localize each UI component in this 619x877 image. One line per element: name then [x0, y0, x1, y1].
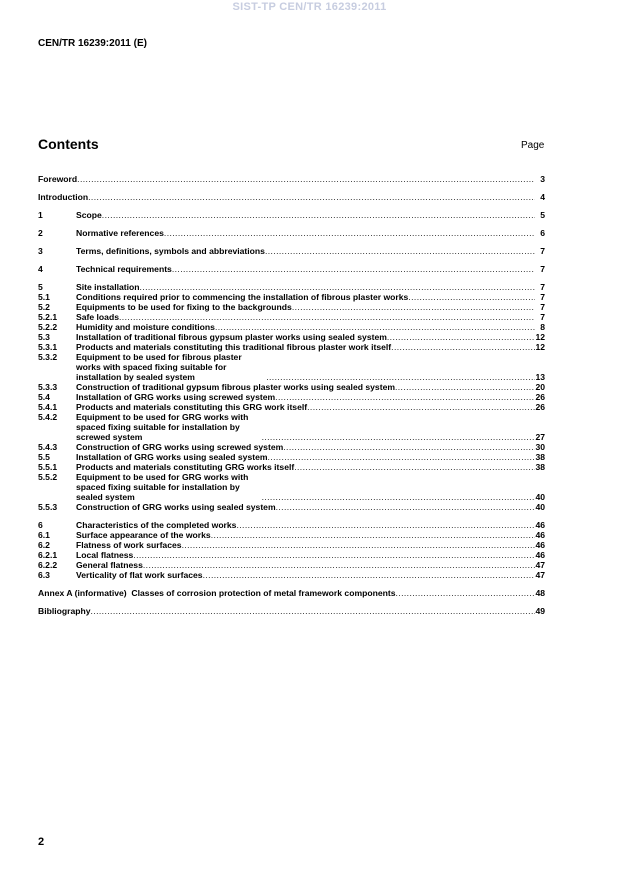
- toc-entry-number: 5.2: [38, 302, 50, 312]
- toc-entry[interactable]: [38, 312, 545, 322]
- toc-entry[interactable]: [38, 332, 545, 342]
- toc-entry[interactable]: [38, 606, 545, 616]
- toc-entry-title: Products and materials constituting this traditional fibrous plaster work itself: [76, 342, 392, 352]
- toc-entry-title: Verticality of flat work surfaces: [76, 570, 203, 580]
- toc-entry[interactable]: [38, 550, 545, 560]
- toc-entry-number: 6.3: [38, 570, 50, 580]
- toc-entry[interactable]: [38, 472, 545, 502]
- toc-entry[interactable]: [38, 570, 545, 580]
- toc-entry-page: 46: [535, 540, 545, 550]
- toc-entry-page: 5: [540, 210, 545, 220]
- toc-entry-number: 6: [38, 520, 43, 530]
- toc-entry-page: 38: [535, 462, 545, 472]
- toc-entry-number: 5.1: [38, 292, 50, 302]
- toc-entry[interactable]: [38, 392, 545, 402]
- toc-entry-number: 5.2.2: [38, 322, 58, 332]
- toc-entry-number: 6.2.2: [38, 560, 58, 570]
- toc-entry-page: 7: [540, 264, 545, 274]
- toc-entry[interactable]: [38, 302, 545, 312]
- toc-entry-title: General flatness: [76, 560, 143, 570]
- toc-entry-title: Scope: [76, 210, 102, 220]
- toc-entry-number: 5.4.1: [38, 402, 58, 412]
- toc-entry-page: 12: [535, 332, 545, 342]
- toc-entry-title: Introduction: [38, 192, 89, 202]
- toc-entry-number: 2: [38, 228, 43, 238]
- toc-entry-number: 5.2.1: [38, 312, 58, 322]
- toc-entry[interactable]: [38, 540, 545, 550]
- toc-entry-number: 5: [38, 282, 43, 292]
- toc-entry-number: 4: [38, 264, 43, 274]
- toc-entry-title: Annex A (informative) Classes of corrosion protection of metal framework components: [38, 588, 396, 598]
- toc-entry-number: 5.5.1: [38, 462, 58, 472]
- contents-heading: Contents: [38, 136, 99, 152]
- document-id: CEN/TR 16239:2011 (E): [38, 38, 147, 49]
- toc-entry[interactable]: [38, 228, 545, 238]
- toc-entry[interactable]: [38, 402, 545, 412]
- toc-entry[interactable]: [38, 442, 545, 452]
- toc-entry-number: 5.4.3: [38, 442, 58, 452]
- toc-entry-number: 6.2: [38, 540, 50, 550]
- page-column-label: Page: [521, 140, 545, 151]
- toc-entry-page: 40: [535, 502, 545, 512]
- toc-entry-title: Foreword: [38, 174, 78, 184]
- toc-entry-number: 5.5.3: [38, 502, 58, 512]
- toc-entry-number: 6.2.1: [38, 550, 58, 560]
- toc-entry[interactable]: [38, 192, 545, 202]
- toc-entry-title: Normative references: [76, 228, 164, 238]
- toc-entry-number: 5.5: [38, 452, 50, 462]
- toc-entry[interactable]: [38, 292, 545, 302]
- toc-entry-page: 26: [535, 392, 545, 402]
- toc-entry-title: Products and materials constituting this GRG work itself: [76, 402, 308, 412]
- toc-entry-page: 7: [540, 282, 545, 292]
- toc-entry-page: 47: [535, 570, 545, 580]
- toc-entry[interactable]: [38, 174, 545, 184]
- toc-entry-page: 7: [540, 246, 545, 256]
- toc-entry-page: 13: [535, 372, 545, 382]
- toc-entry-number: 5.3: [38, 332, 50, 342]
- toc-entry-page: 7: [540, 312, 545, 322]
- toc-entry-title: Construction of GRG works using screwed system: [76, 442, 284, 452]
- toc-entry-title: Characteristics of the completed works: [76, 520, 237, 530]
- toc-entry[interactable]: [38, 452, 545, 462]
- toc-entry-title: Construction of traditional gypsum fibrous plaster works using sealed system: [76, 382, 395, 392]
- toc-entry[interactable]: [38, 264, 545, 274]
- toc-entry[interactable]: [38, 560, 545, 570]
- toc-entry[interactable]: [38, 382, 545, 392]
- toc-entry-page: 12: [535, 342, 545, 352]
- watermark: SIST-TP CEN/TR 16239:2011: [232, 1, 387, 13]
- toc-entry[interactable]: [38, 530, 545, 540]
- toc-entry-page: 8: [540, 322, 545, 332]
- toc-entry-number: 6.1: [38, 530, 50, 540]
- toc-entry-number: 3: [38, 246, 43, 256]
- toc-entry-title: Terms, definitions, symbols and abbreviations: [76, 246, 265, 256]
- toc-entry[interactable]: [38, 520, 545, 530]
- toc-entry-number: 5.4: [38, 392, 50, 402]
- toc-entry-title: Bibliography: [38, 606, 91, 616]
- toc-entry-page: 40: [535, 492, 545, 502]
- table-of-contents: [38, 174, 545, 616]
- toc-entry-page: 7: [540, 302, 545, 312]
- toc-entry-title: Equipments to be used for fixing to the backgrounds: [76, 302, 292, 312]
- toc-entry-number: 5.5.2: [38, 472, 58, 482]
- toc-entry-page: 38: [535, 452, 545, 462]
- toc-entry-page: 20: [535, 382, 545, 392]
- toc-entry-page: 46: [535, 520, 545, 530]
- toc-entry-title: Installation of GRG works using sealed system: [76, 452, 268, 462]
- toc-entry-page: 26: [535, 402, 545, 412]
- toc-entry-title: Humidity and moisture conditions: [76, 322, 215, 332]
- toc-entry-title: Flatness of work surfaces: [76, 540, 182, 550]
- toc-entry-title: Local flatness: [76, 550, 134, 560]
- toc-entry-title: Surface appearance of the works: [76, 530, 211, 540]
- toc-entry-page: 46: [535, 550, 545, 560]
- toc-entry-title: Construction of GRG works using sealed system: [76, 502, 276, 512]
- toc-entry[interactable]: [38, 210, 545, 220]
- toc-entry[interactable]: [38, 588, 545, 598]
- toc-entry-title: Equipment to be used for GRG works with spaced fixing suitable for installation by screwed system: [76, 412, 249, 442]
- toc-entry-number: 5.4.2: [38, 412, 58, 422]
- toc-entry[interactable]: [38, 502, 545, 512]
- toc-entry-number: 5.3.1: [38, 342, 58, 352]
- toc-entry-page: 46: [535, 530, 545, 540]
- toc-entry-number: 1: [38, 210, 43, 220]
- toc-entry-title: Technical requirements: [76, 264, 172, 274]
- toc-entry-title: Installation of traditional fibrous gypsum plaster works using sealed system: [76, 332, 387, 342]
- toc-entry[interactable]: [38, 352, 545, 382]
- toc-entry[interactable]: [38, 322, 545, 332]
- toc-entry-page: 7: [540, 292, 545, 302]
- toc-entry[interactable]: [38, 342, 545, 352]
- toc-entry-title: Safe loads: [76, 312, 119, 322]
- toc-entry-title: Installation of GRG works using screwed system: [76, 392, 276, 402]
- toc-entry-title: Site installation: [76, 282, 140, 292]
- toc-entry-page: 49: [535, 606, 545, 616]
- toc-entry[interactable]: [38, 412, 545, 442]
- toc-entry[interactable]: [38, 246, 545, 256]
- toc-entry-page: 30: [535, 442, 545, 452]
- toc-entry-title: Equipment to be used for GRG works with spaced fixing suitable for installation by sealed system: [76, 472, 249, 502]
- page-number: 2: [38, 836, 45, 848]
- toc-entry-page: 3: [540, 174, 545, 184]
- toc-entry-title: Products and materials constituting GRG works itself: [76, 462, 295, 472]
- toc-entry-title: Conditions required prior to commencing the installation of fibrous plaster works: [76, 292, 409, 302]
- toc-entry-page: 27: [535, 432, 545, 442]
- toc-entry-page: 47: [535, 560, 545, 570]
- toc-entry-page: 4: [540, 192, 545, 202]
- toc-entry[interactable]: [38, 282, 545, 292]
- toc-entry-title: Equipment to be used for fibrous plaster works with spaced fixing suitable for installation by sealed system: [76, 352, 242, 382]
- toc-entry[interactable]: [38, 462, 545, 472]
- toc-entry-number: 5.3.2: [38, 352, 58, 362]
- toc-entry-number: 5.3.3: [38, 382, 58, 392]
- toc-entry-page: 48: [535, 588, 545, 598]
- toc-entry-page: 6: [540, 228, 545, 238]
